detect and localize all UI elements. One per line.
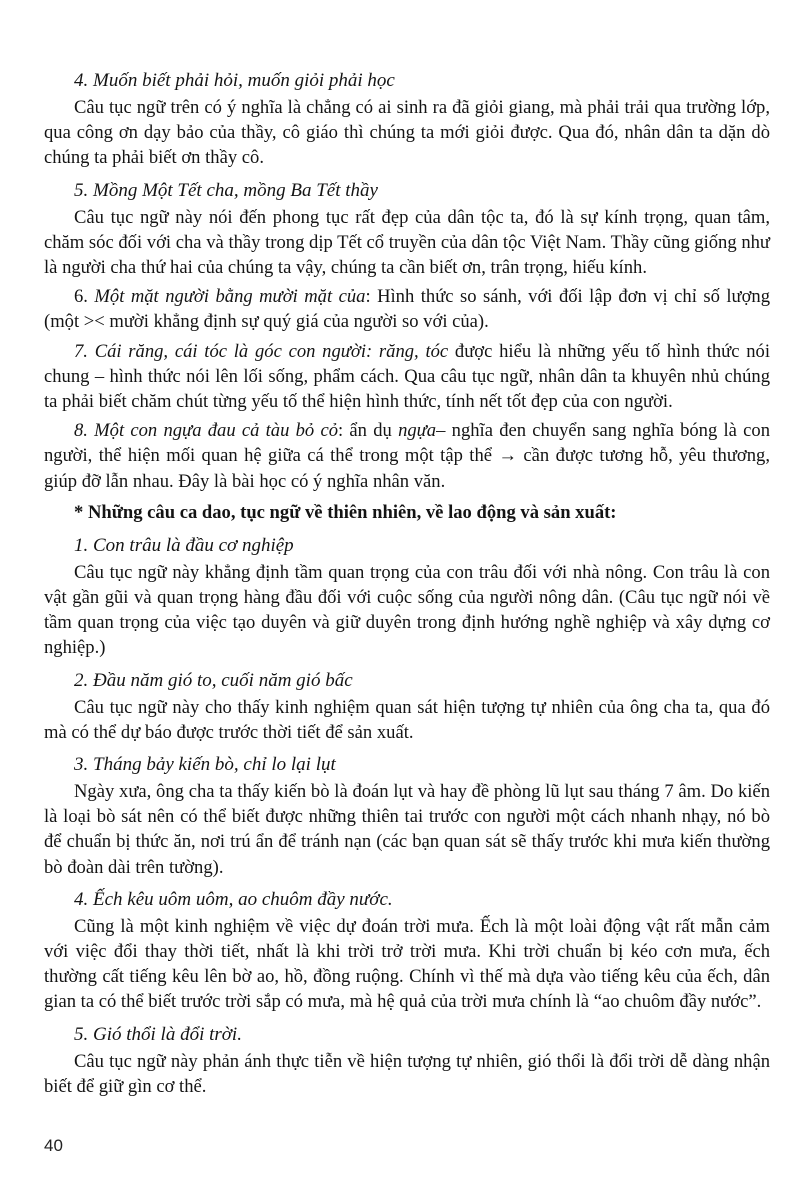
- proverb-heading-5: 5. Mồng Một Tết cha, mồng Ba Tết thầy: [74, 179, 378, 201]
- paragraph-proverb-7: [44, 339, 770, 415]
- paragraph: Câu tục ngữ trên có ý nghĩa là chẳng có ai sinh ra đã giỏi giang, mà phải trải qua trường lớp, qua công ơn dạy bảo của thầy, cô giáo thì chúng ta mới giỏi được. Qua đó, nhân dân ta dặn dò chúng ta phải biết ơn thầy cô.: [44, 97, 770, 169]
- item-number: 6.: [74, 286, 95, 308]
- keyword-italic: ngựa: [398, 420, 437, 442]
- paragraph: Câu tục ngữ này khẳng định tầm quan trọng của con trâu đối với nhà nông. Con trâu là con vật gần gũi và quan trọng hàng đầu đối với cuộc sống của người nông dân. (Câu tục ngữ nói về tầm quan trọng của việc tạo duyên và giữ duyên trong định hướng nghề nghiệp và xây dựng cơ nghiệp.): [44, 561, 770, 659]
- paragraph-proverb-6: [44, 284, 770, 334]
- proverb-heading-3: 3. Tháng bảy kiến bò, chỉ lo lại lụt: [74, 754, 336, 776]
- page-content: [44, 68, 770, 1103]
- page-number: 40: [44, 1136, 63, 1155]
- paragraph: Câu tục ngữ này phản ánh thực tiễn về hiện tượng tự nhiên, gió thổi là đổi trời dễ dàng nhận biết để giữ gìn cơ thể.: [44, 1050, 770, 1097]
- section-title: * Những câu ca dao, tục ngữ về thiên nhiên, về lao động và sản xuất:: [74, 501, 617, 523]
- proverb-italic: 7. Cái răng, cái tóc là góc con người: răng, tóc: [74, 340, 449, 362]
- proverb-italic: 8. Một con ngựa đau cả tàu bỏ cỏ: [74, 420, 339, 442]
- proverb-heading-5b: 5. Gió thổi là đổi trời.: [74, 1023, 242, 1045]
- proverb-heading-4b: 4. Ếch kêu uôm uôm, ao chuôm đầy nước.: [74, 888, 393, 910]
- explanation-text: – nghĩa đen chuyển sang nghĩa bóng là con người, thể hiện mối quan hệ giữa cá thể trong một tập thể → cần được tương hỗ, yêu thương, giúp đỡ lẫn nhau. Đây là bài học có ý nghĩa nhân văn.: [44, 420, 770, 492]
- explanation-text: : Hình thức so sánh, với đối lập đơn vị chỉ số lượng (một >< mười khẳng định sự quý giá của người so với của).: [44, 286, 771, 333]
- proverb-heading-2: 2. Đầu năm gió to, cuối năm gió bấc: [74, 669, 353, 691]
- explanation-text: được hiểu là những yếu tố hình thức nói chung – hình thức nói lên lối sống, phẩm cách. Qua câu tục ngữ, nhân dân ta khuyên nhủ chúng ta phải biết chăm chút từng yếu tố thể hiện hình thức, tính nết tốt đẹp của con người.: [44, 340, 770, 413]
- paragraph: Câu tục ngữ này nói đến phong tục rất đẹp của dân tộc ta, đó là sự kính trọng, quan tâm, chăm sóc đối với cha và thầy trong dịp Tết cổ truyền của dân tộc Việt Nam. Thầy cũng giống như là người cha thứ hai của chúng ta vậy, chúng ta cần biết ơn, trân trọng, hiếu kính.: [44, 206, 770, 279]
- explanation-text: : ẩn dụ: [338, 420, 399, 442]
- paragraph: Ngày xưa, ông cha ta thấy kiến bò là đoán lụt và hay đề phòng lũ lụt sau tháng 7 âm. Do kiến là loại bò sát nên có thể biết được những thiên tai trước con người một cách nhanh nhạy, nó bò để chuẩn bị thức ăn, nơi trú ẩn để tránh nạn (các bạn quan sát sẽ thấy trước khi mưa kiến thường bò đoàn dài trên tường).: [44, 781, 770, 878]
- paragraph-proverb-8: [44, 418, 770, 494]
- proverb-heading-4: 4. Muốn biết phải hỏi, muốn giỏi phải học: [74, 70, 395, 91]
- proverb-heading-1: 1. Con trâu là đầu cơ nghiệp: [74, 534, 294, 556]
- proverb-italic: Một mặt người bằng mười mặt của: [94, 286, 366, 308]
- paragraph: Câu tục ngữ này cho thấy kinh nghiệm quan sát hiện tượng tự nhiên của ông cha ta, qua đó mà có thể dự báo được trước thời tiết để sản xuất.: [44, 696, 770, 743]
- paragraph: Cũng là một kinh nghiệm về việc dự đoán trời mưa. Ếch là một loài động vật rất mẫn cảm với việc đổi thay thời tiết, nhất là khi trời trở trời mưa. Khi trời chuẩn bị kéo cơn mưa, ếch thường cất tiếng kêu lên bờ ao, hồ, đồng ruộng. Chính vì thế mà dựa vào tiếng kêu của ếch, dân gian ta có thể biết trước trời sắp có mưa, mà hệ quả của trời mưa chính là “ao chuôm đầy nước”.: [44, 915, 770, 1013]
